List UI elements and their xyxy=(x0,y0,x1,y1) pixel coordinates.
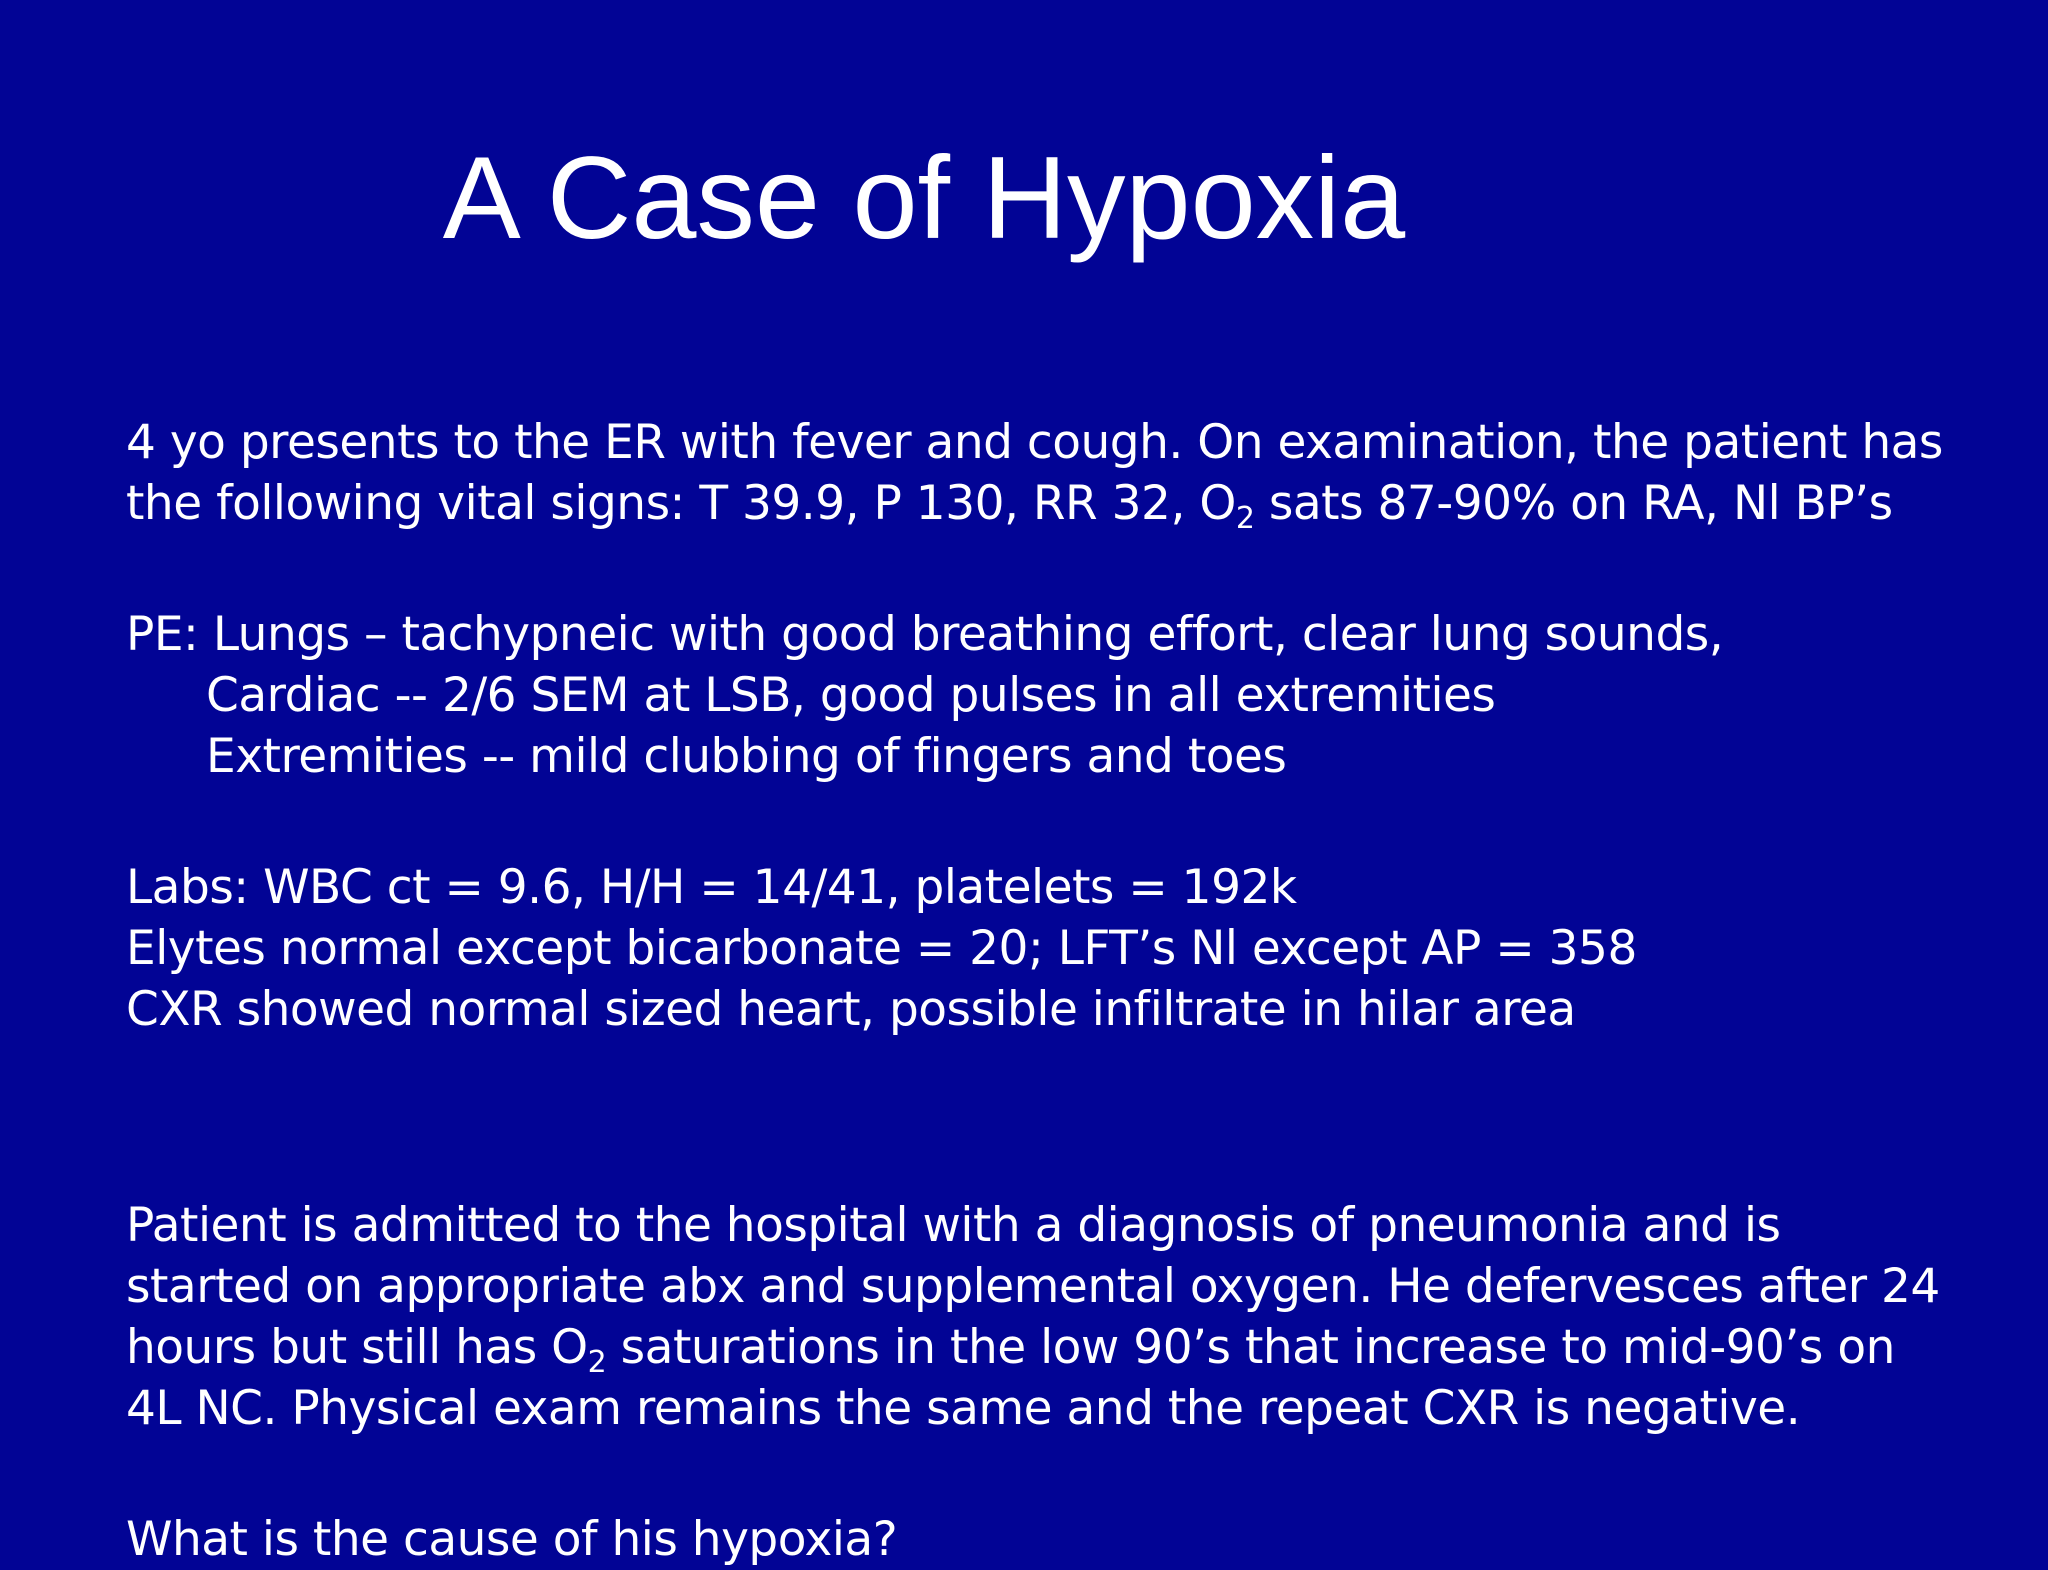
slide-body xyxy=(126,412,2026,1570)
course-line-1: Patient is admitted to the hospital with a diagnosis of pneumonia and is xyxy=(126,1198,1781,1253)
vital-signs-line xyxy=(126,473,2026,534)
labs-line-1: Labs: WBC ct = 9.6, H/H = 14/41, platelets = 192k xyxy=(126,860,1297,915)
exam-lungs-line: PE: Lungs – tachypneic with good breathing effort, clear lung sounds, xyxy=(126,607,1724,662)
presentation-line-1: 4 yo presents to the ER with fever and cough. On examination, the patient has xyxy=(126,415,1943,470)
exam-cardiac-line: Cardiac -- 2/6 SEM at LSB, good pulses in all extremities xyxy=(206,668,1496,723)
oxygen-subscript: 2 xyxy=(1235,501,1255,536)
labs-line-3: CXR showed normal sized heart, possible infiltrate in hilar area xyxy=(126,982,1576,1037)
spacer xyxy=(126,787,2026,857)
spacer xyxy=(126,1040,2026,1195)
labs-line-2: Elytes normal except bicarbonate = 20; LFT’s Nl except AP = 358 xyxy=(126,921,1637,976)
vital-signs-text-end: sats 87-90% on RA, Nl BP’s xyxy=(1254,476,1893,531)
spacer xyxy=(126,1439,2026,1509)
vital-signs-text-start: the following vital signs: T 39.9, P 130, RR 32, O xyxy=(126,476,1236,531)
exam-extremities-line: Extremities -- mild clubbing of fingers and toes xyxy=(206,729,1287,784)
course-line-4: 4L NC. Physical exam remains the same and the repeat CXR is negative. xyxy=(126,1381,1801,1436)
course-line-3 xyxy=(126,1317,2026,1378)
course-line-3-end: saturations in the low 90’s that increase to mid-90’s on xyxy=(606,1320,1895,1375)
slide-title: A Case of Hypoxia xyxy=(442,132,1406,263)
question-line: What is the cause of his hypoxia? xyxy=(126,1512,898,1567)
course-line-2: started on appropriate abx and supplemental oxygen. He defervesces after 24 xyxy=(126,1259,1940,1314)
course-line-3-start: hours but still has O xyxy=(126,1320,588,1375)
oxygen-subscript: 2 xyxy=(587,1345,607,1380)
spacer xyxy=(126,534,2026,604)
